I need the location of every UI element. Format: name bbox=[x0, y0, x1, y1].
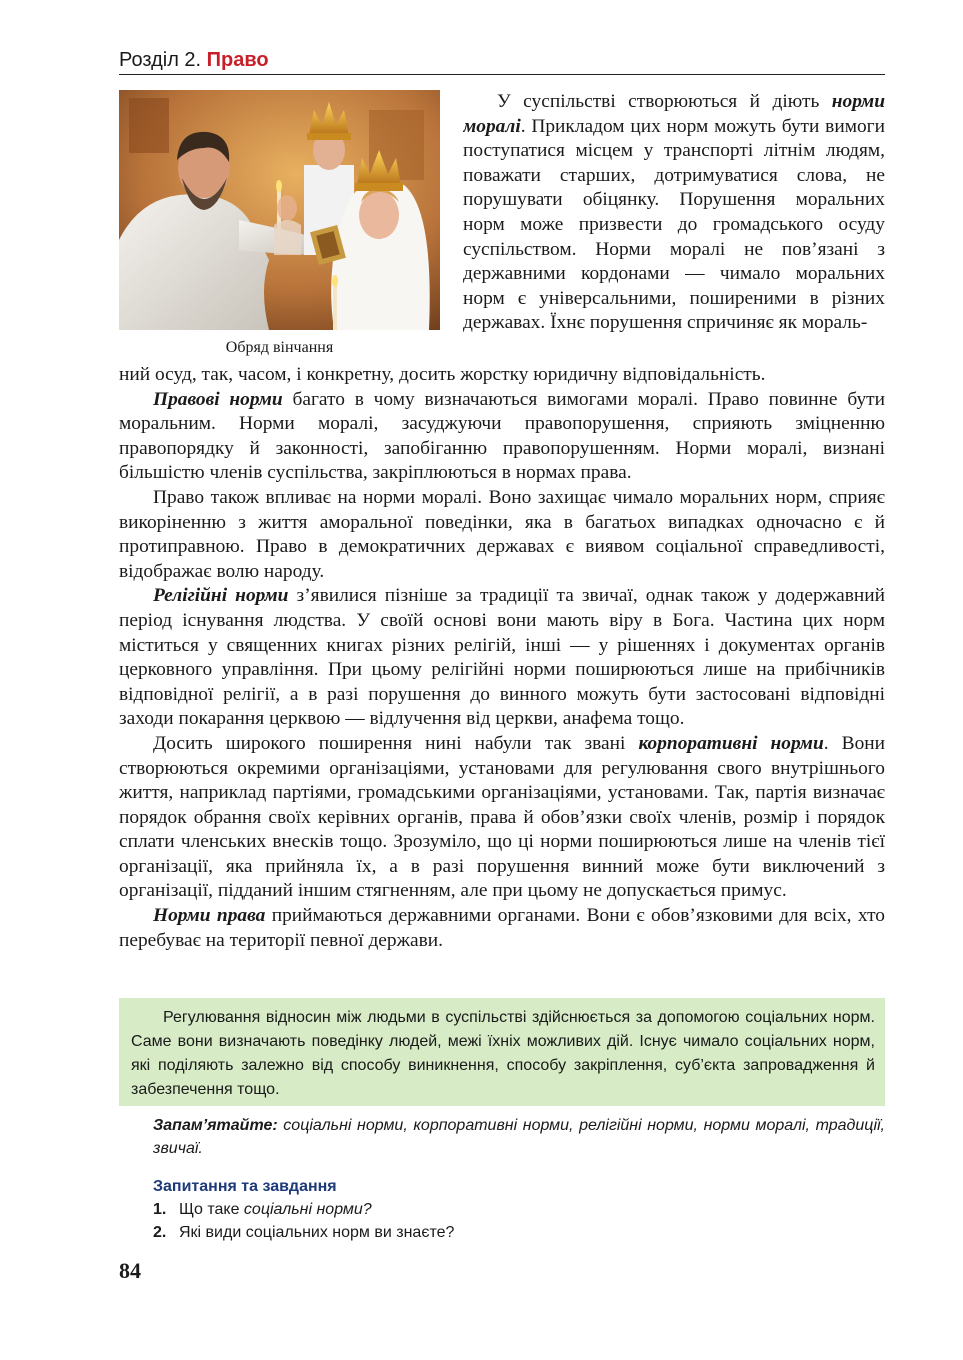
term-corporate-norms: корпоративні норми bbox=[638, 732, 824, 754]
paragraph-corporate-norms bbox=[119, 732, 885, 904]
intro-text-start: У суспільстві створюються й діють bbox=[497, 91, 832, 112]
term-law-norms: Норми права bbox=[153, 905, 266, 927]
intro-text-rest: . Прикладом цих норм можуть бути вимоги поступатися місцем у транспорті літнім людям, поважати старших, дотримуватися слова, не порушувати обіцянку. Порушення моральних норм може призвести до громадського осуду суспільством. Норми моралі не пов’язані з державними кордонами — чимало моральних норм є універсальними, поширеними в різних державах. Їхнє порушення спричиняє як мораль- bbox=[463, 115, 885, 334]
question-item bbox=[153, 1221, 454, 1244]
question-text: Які види соціальних норм ви знаєте? bbox=[179, 1224, 455, 1241]
summary-text: Регулювання відносин між людьми в суспільстві здійснюється за допомогою соціальних норм. Саме вони визначають поведінку людей, межі їхніх можливих дій. Існує чимало соціальних норм, які поділяють залежно від способу виникнення, способу закріплення, суб’єкта запровадження й забезпечення тощо. bbox=[131, 1009, 875, 1098]
questions-list bbox=[153, 1198, 454, 1244]
question-term: соціальні норми? bbox=[243, 1201, 372, 1218]
question-text: Що таке bbox=[179, 1201, 244, 1218]
paragraph-text: з’явилися пізніше за традиції та звичаї, однак також у додержавний період існування людства. У своїй основі вони мають віру в Бога. Частина цих норм міститься у священних книгах різних релігій, інші — у рішеннях і документах органів церковного управління. При цьому релігійні норми поширюються лише на прибічників відповідної релігії, а в разі порушення до винного можуть бути застосовані відповідні заходи покарання церквою — відлучення від церкви, анафема тощо. bbox=[119, 585, 885, 730]
section-number: Розділ 2. bbox=[119, 49, 202, 71]
paragraph-religious-norms bbox=[119, 584, 885, 732]
paragraph-law-influence: Право також впливає на норми моралі. Воно захищає чимало моральних норм, сприяє викоріненню з життя аморальної поведінки, яка в багатьох випадках одночасно є й протиправною. Право в демократичних державах є виявом соціальної справедливості, відображає волю народу. bbox=[119, 486, 885, 582]
questions-title: Запитання та завдання bbox=[153, 1178, 337, 1195]
question-number: 2. bbox=[153, 1224, 167, 1241]
wedding-photo bbox=[119, 90, 440, 330]
section-title: Право bbox=[206, 49, 269, 71]
page-header bbox=[119, 47, 885, 75]
intro-continuation: ний осуд, так, часом, і конкретну, досить жорстку юридичну відповідальність. bbox=[119, 364, 766, 385]
section-heading bbox=[119, 49, 269, 72]
term-religious-norms: Релігійні норми bbox=[153, 585, 289, 607]
term-legal-norms: Правові норми bbox=[153, 388, 283, 410]
paragraph-text: Досить широкого поширення нині набули так звані bbox=[153, 732, 639, 754]
photo-caption: Обряд вінчання bbox=[225, 339, 334, 356]
paragraph-text: . Вони створюються окремими організаціями, установами для регулювання свого внутрішнього життя, наприклад партіями, громадськими організаціями, установами. Так, партія визначає порядок обрання своїх керівних органів, права й обов’язки своїх членів, розмір і порядок сплати членських внесків тощо. Зрозуміло, що ці норми поширюються лише на членів тієї організації, яка прийняла їх, а в разі порушення винний може бути виключений з організації, підданий іншим стягненням, але при цьому не допускається примус. bbox=[119, 732, 886, 902]
main-body-text bbox=[119, 363, 885, 953]
paragraph-text: приймаються державними органами. Вони є обов’язковими для всіх, хто перебуває на території певної держави. bbox=[119, 905, 886, 951]
question-item bbox=[153, 1198, 454, 1221]
page-number: 84 bbox=[119, 1258, 141, 1283]
paragraph-law-norms bbox=[119, 904, 885, 953]
remember-terms: соціальні норми, корпоративні норми, релігійні норми, норми моралі, традиції, звичаї. bbox=[153, 1117, 885, 1157]
wedding-ceremony-illustration bbox=[119, 90, 440, 330]
paragraph-legal-norms bbox=[119, 388, 885, 486]
question-number: 1. bbox=[153, 1201, 167, 1218]
intro-paragraph bbox=[463, 90, 885, 362]
summary-box bbox=[119, 998, 885, 1106]
remember-label: Запам’ятайте: bbox=[153, 1117, 278, 1134]
remember-block bbox=[153, 1114, 885, 1160]
paragraph-text: багато в чому визначаються вимогами моралі. Право повинне бути моральним. Норми моралі, засуджуючи правопорушення, сприяють зміцненню правопорядку й законності, запобіганню правопорушенням. Норми моралі, визнані більшістю членів суспільства, закріплюються в нормах права. bbox=[119, 388, 886, 484]
term-morality-norms: норми моралі bbox=[463, 91, 885, 137]
